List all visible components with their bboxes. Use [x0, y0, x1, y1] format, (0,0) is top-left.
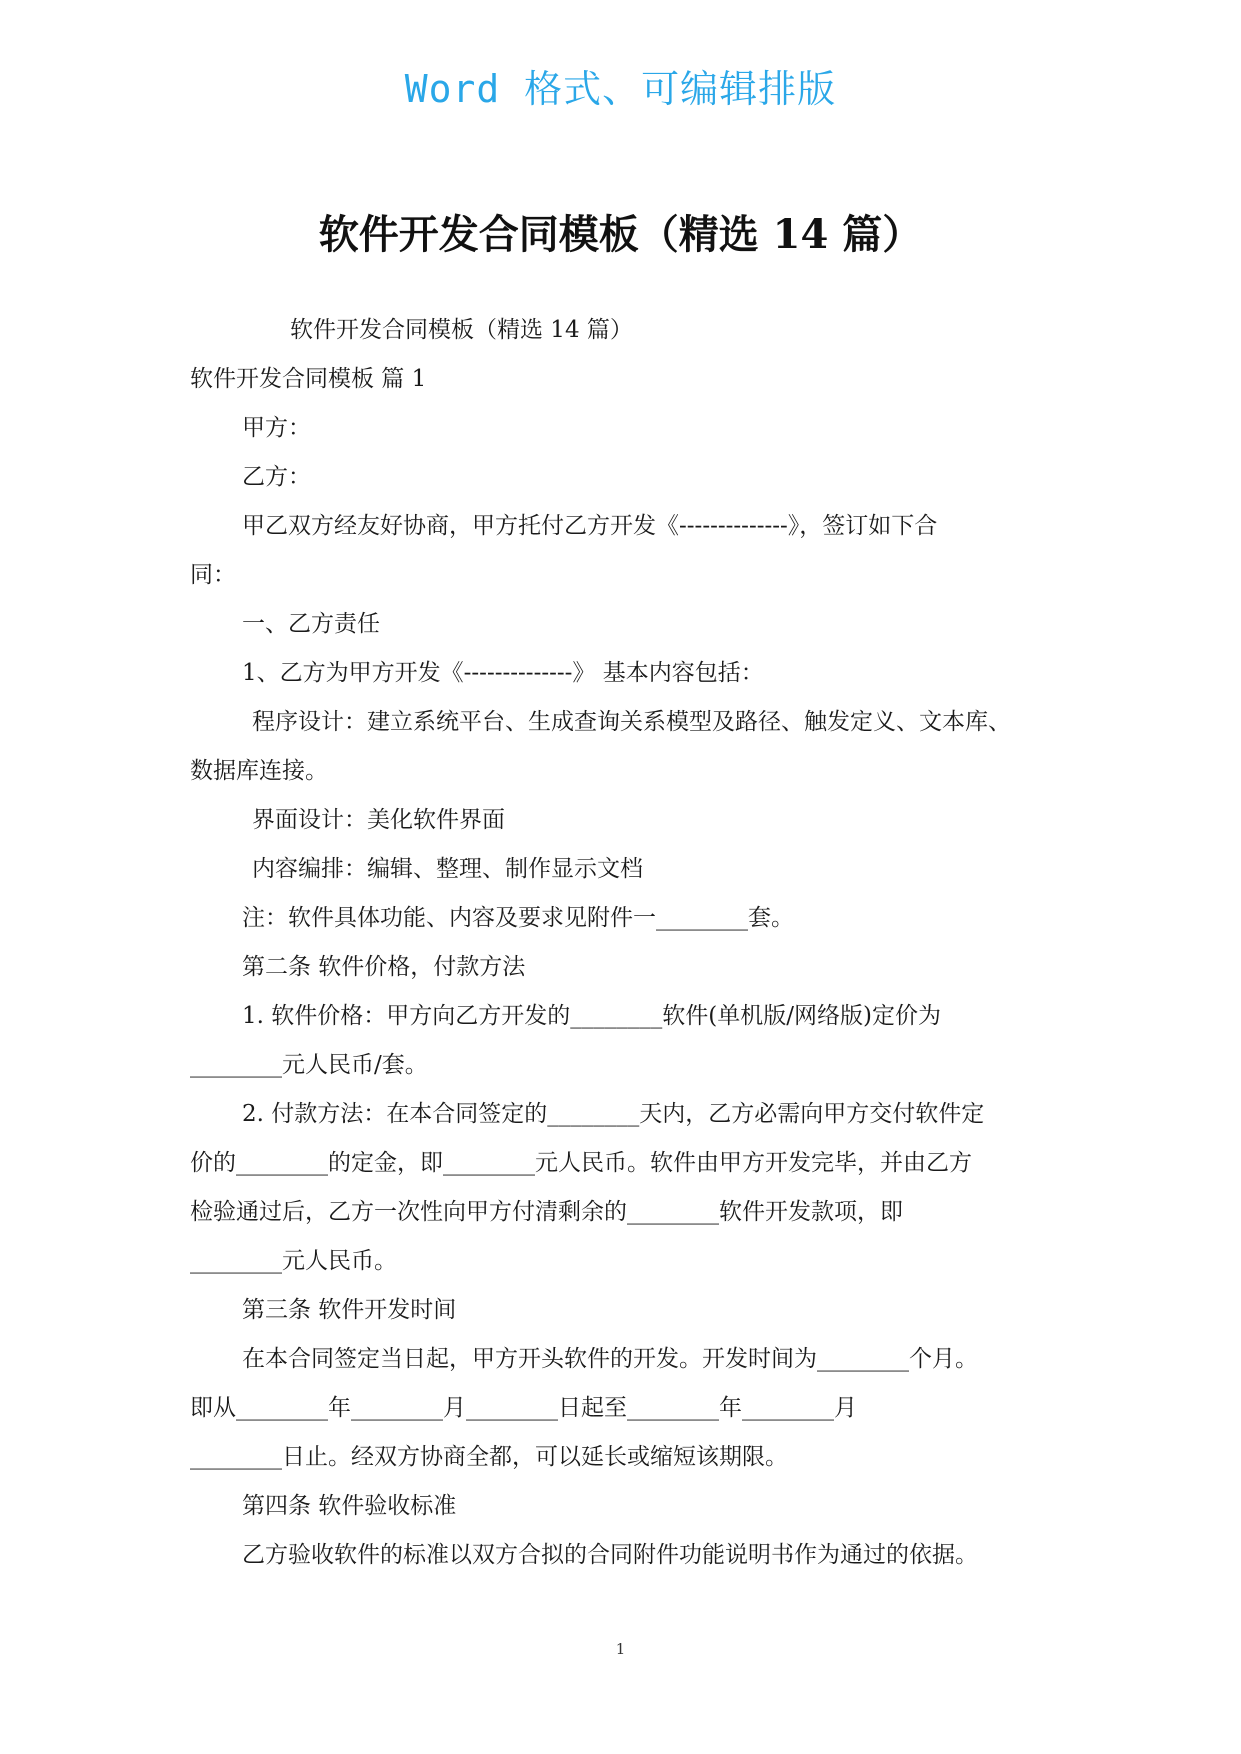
- paragraph: 2. 付款方法：在本合同签定的________天内，乙方必需向甲方交付软件定: [242, 1101, 985, 1127]
- paragraph: 同：: [190, 562, 236, 588]
- paragraph: 一、乙方责任: [242, 611, 380, 637]
- paragraph: 乙方验收软件的标准以双方合拟的合同附件功能说明书作为通过的依据。: [242, 1542, 978, 1568]
- paragraph: ________元人民币/套。: [190, 1052, 428, 1078]
- paragraph: 在本合同签定当日起，甲方开头软件的开发。开发时间为________个月。: [242, 1346, 978, 1372]
- paragraph: 第二条 软件价格，付款方法: [242, 954, 526, 980]
- paragraph: 数据库连接。: [190, 758, 328, 784]
- page-number: 1: [615, 1640, 626, 1658]
- paragraph: ________元人民币。: [190, 1248, 397, 1274]
- paragraph: 第三条 软件开发时间: [242, 1297, 457, 1323]
- paragraph: 程序设计：建立系统平台、生成查询关系模型及路径、触发定义、文本库、: [252, 709, 1011, 735]
- paragraph: 甲方：: [242, 415, 311, 441]
- header-banner: Word 格式、可编辑排版: [404, 67, 837, 111]
- document-body: [190, 306, 1070, 1580]
- paragraph: ________日止。经双方协商全都，可以延长或缩短该期限。: [190, 1444, 788, 1470]
- paragraph: 价的________的定金，即________元人民币。软件由甲方开发完毕，并由乙方: [190, 1150, 972, 1176]
- paragraph: 软件开发合同模板 篇 1: [190, 366, 427, 392]
- paragraph: 界面设计：美化软件界面: [252, 807, 505, 833]
- paragraph: 即从________年________月________日起至________年________月: [190, 1395, 857, 1421]
- paragraph: 注：软件具体功能、内容及要求见附件一________套。: [242, 905, 794, 931]
- paragraph: 第四条 软件验收标准: [242, 1493, 457, 1519]
- paragraph: 1. 软件价格：甲方向乙方开发的________软件(单机版/网络版)定价为: [242, 1003, 941, 1029]
- paragraph: 乙方：: [242, 464, 311, 490]
- paragraph: 甲乙双方经友好协商，甲方托付乙方开发《--------------》，签订如下合: [242, 513, 938, 539]
- paragraph: 检验通过后，乙方一次性向甲方付清剩余的________软件开发款项，即: [190, 1199, 903, 1225]
- paragraph: 内容编排：编辑、整理、制作显示文档: [252, 856, 643, 882]
- paragraph: 软件开发合同模板（精选 14 篇）: [290, 317, 633, 343]
- document-title: 软件开发合同模板（精选 14 篇）: [318, 211, 923, 258]
- paragraph: 1、乙方为甲方开发《--------------》 基本内容包括：: [242, 660, 764, 686]
